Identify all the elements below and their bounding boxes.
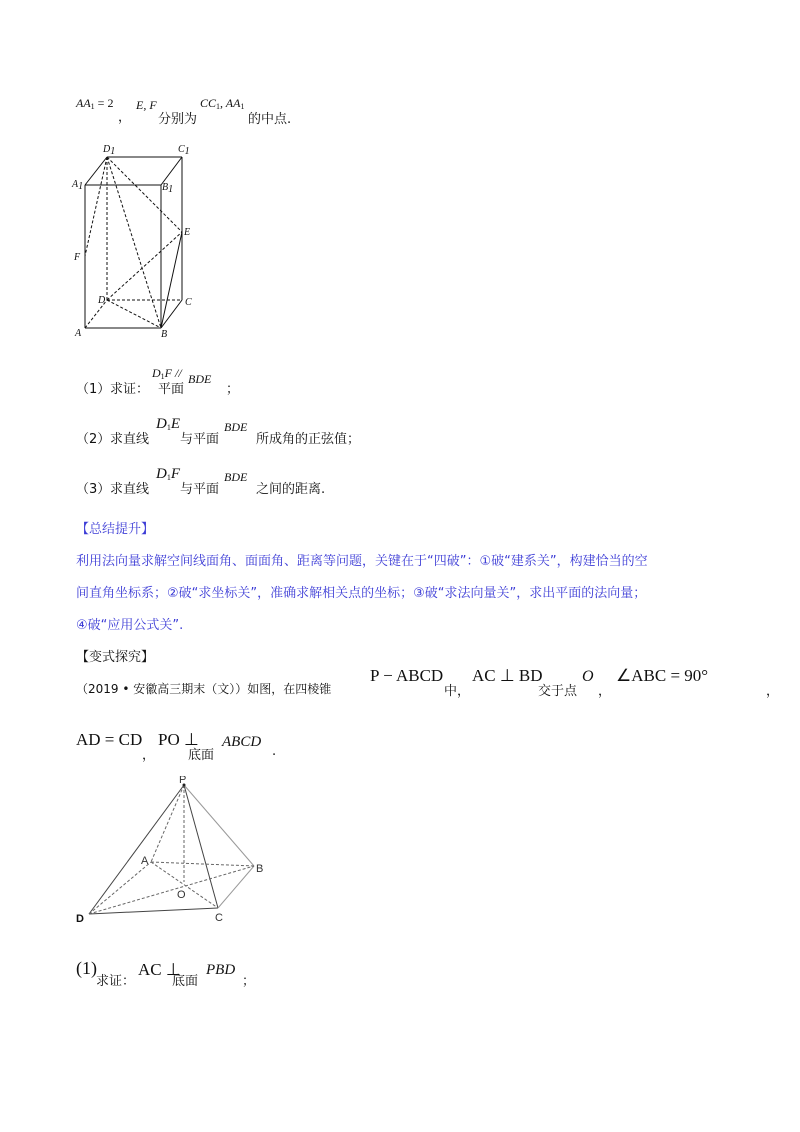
math-d1f: $D_1F$ // (152, 366, 182, 381)
label-o: O (177, 889, 186, 901)
ad-eq-cd: AD = CD (76, 730, 143, 749)
question-number: （3） (76, 482, 111, 497)
label-p: P (179, 776, 187, 786)
end-punct: ； (226, 382, 240, 397)
question-verb: 求证： (110, 382, 150, 397)
period: . (272, 744, 277, 759)
label-b1: B1 (162, 182, 174, 195)
mid-text: 与平面 (180, 482, 220, 497)
po-perp: PO ⊥ (158, 730, 199, 749)
ac-perp: AC ⊥ (138, 960, 181, 979)
end-punct: ； (242, 974, 256, 989)
summary-line-1: 利用法向量求解空间线面角、面面角、距离等问题，关键在于“四破”：①破“建系关”，构建恰当的空 (76, 554, 648, 569)
variant-question-1 (76, 958, 376, 990)
label-f: F (74, 252, 81, 263)
edge-b1c1 (161, 157, 182, 185)
edge-da (89, 862, 151, 914)
problem-source: （2019 • 安徽高三期末（文））如图，在四棱锥 (76, 682, 332, 696)
aa1-equation: $AA_1 = 2$ (76, 96, 114, 111)
label-c: C (215, 912, 223, 924)
point-o: O (582, 668, 594, 685)
label-c1: C1 (178, 144, 190, 157)
ef-points: E, F (136, 98, 157, 112)
comma: ， (142, 748, 156, 763)
pyramid-name: P − ABCD (370, 666, 444, 685)
segment-ac (151, 862, 218, 908)
summary-line-2: 间直角坐标系；②破“求坐标关”，准确求解相关点的坐标；③破“求法向量关”，求出平面的法向量； (76, 586, 647, 601)
variant-problem-line-2 (76, 730, 376, 764)
label-c: C (185, 297, 192, 308)
end-text: 之间的距离. (256, 482, 326, 497)
plane-bde: BDE (188, 372, 212, 386)
label-e: E (184, 227, 191, 238)
edge-pd (89, 785, 184, 914)
zhong-text: 中， (444, 684, 471, 699)
label-d1: D1 (103, 144, 116, 157)
plane-pbd: PBD (206, 962, 236, 978)
mid-text: 分别为 (158, 112, 198, 127)
variant-problem-line-1 (76, 664, 780, 700)
question-3 (76, 466, 476, 496)
end-text: 所成角的正弦值； (256, 432, 361, 447)
jiao-text: 交于点 (538, 684, 578, 699)
label-d: D (76, 913, 84, 925)
label-b: B (256, 863, 264, 875)
question-verb: 求直线 (110, 482, 150, 497)
label-b: B (161, 329, 168, 340)
cc1-aa1: $CC_1$, $AA_1$ (200, 96, 245, 111)
comma: ， (118, 110, 132, 125)
base-word: 底面 (172, 974, 199, 989)
edge-pb (184, 785, 254, 866)
question-1 (76, 366, 376, 396)
edge-cb (218, 866, 254, 908)
comma: ， (598, 684, 612, 699)
end-text: 的中点. (248, 112, 292, 127)
math-d1e: $D_1E$ (156, 416, 181, 432)
angle-abc: ∠ABC = 90° (616, 666, 709, 685)
edge-dc (89, 908, 218, 914)
prism-figure (70, 140, 200, 340)
edge-a1d1 (85, 157, 107, 185)
question-number: （1） (76, 382, 111, 397)
summary-line-3: ④破“应用公式关”. (76, 618, 184, 633)
label-a: A (141, 855, 149, 867)
question-verb: 求证： (96, 974, 136, 989)
label-a: A (75, 328, 82, 339)
label-d: D (98, 295, 106, 306)
mid-text: 与平面 (180, 432, 220, 447)
label-a1: A1 (72, 179, 84, 192)
edge-ab (151, 862, 254, 866)
math-d1f: $D_1F$ (156, 466, 181, 482)
ac-perp-bd: AC ⊥ BD (472, 666, 543, 685)
plane-word: 平面 (158, 382, 185, 397)
plane-bde: BDE (224, 420, 248, 434)
base-word: 底面 (188, 748, 215, 763)
question-2 (76, 416, 476, 446)
question-verb: 求直线 (110, 432, 150, 447)
segment-d1b (107, 157, 161, 328)
segment-de (107, 232, 182, 300)
plane-bde: BDE (224, 470, 248, 484)
question-number: （2） (76, 432, 111, 447)
comma: ， (766, 684, 780, 699)
segment-d1f (85, 157, 107, 256)
pyramid-figure (76, 776, 276, 926)
segment-db (89, 866, 254, 914)
segment-db (107, 300, 161, 328)
edge-pc (184, 785, 218, 908)
base-abcd: ABCD (222, 734, 262, 750)
question-number: (1) (76, 958, 97, 978)
variant-title: 【变式探究】 (76, 650, 155, 665)
summary-title: 【总结提升】 (76, 522, 155, 537)
